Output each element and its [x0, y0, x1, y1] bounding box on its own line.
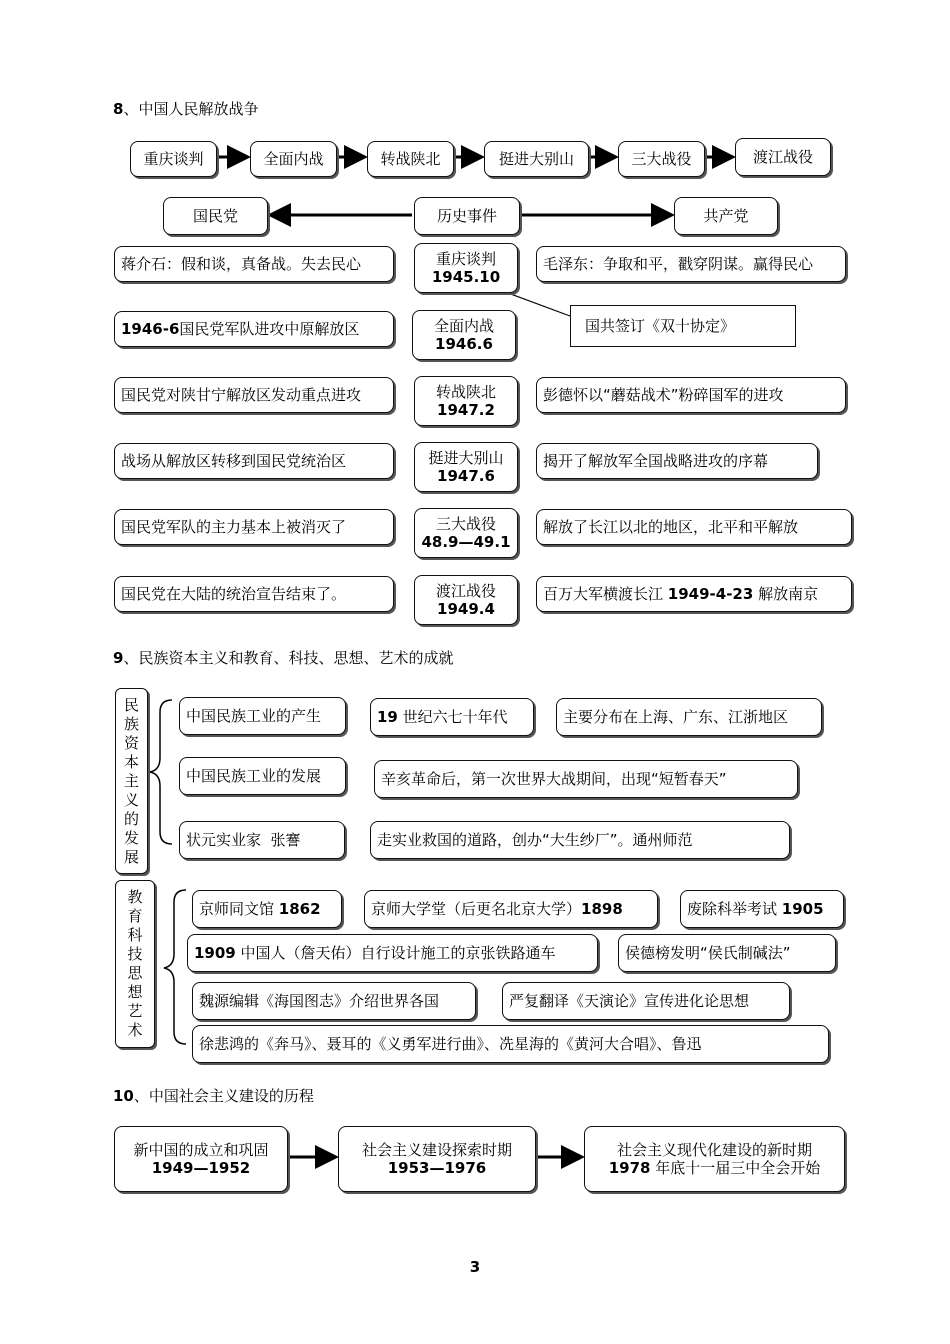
section-10-number: 10	[113, 1087, 134, 1105]
event-date: 1945.10	[431, 268, 501, 286]
row-text: 揭开了解放军全国战略进攻的序幕	[543, 452, 769, 470]
event-date: 48.9—49.1	[421, 533, 511, 551]
g2-hou-debang	[618, 934, 836, 972]
row-year: 1909	[194, 944, 236, 962]
cpc-row-1	[536, 246, 846, 282]
flow-step-label: 渡江战役	[752, 148, 813, 166]
row-year: 1905	[781, 900, 824, 918]
row-text: 走实业救国的道路，创办“大生纱厂”。通州师范	[377, 831, 693, 849]
row-text: 解放了长江以北的地区，北平和平解放	[543, 518, 799, 536]
stage-title: 社会主义建设探索时期	[361, 1141, 512, 1159]
row-text: 国民党军队的主力基本上被消灭了	[121, 518, 347, 536]
event-row-1	[414, 243, 518, 293]
flow-step-label: 三大战役	[631, 150, 692, 168]
header-cpc	[674, 197, 778, 235]
header-label: 历史事件	[436, 207, 497, 225]
g2-keju	[680, 890, 844, 928]
flow-step-civil-war	[250, 141, 337, 177]
flow-step-label: 挺进大别山	[498, 150, 574, 168]
g1-r3-detail	[370, 821, 790, 859]
flow-step-label: 全面内战	[263, 150, 324, 168]
cpc-row-3	[536, 377, 846, 413]
row-text: 国民党军队进攻中原解放区	[179, 320, 360, 338]
row-text: 解放南京	[753, 585, 819, 603]
stage-years: 1949—1952	[151, 1159, 251, 1177]
row-text: 废除科举考试	[687, 900, 782, 918]
row-text: 世纪六七十年代	[397, 708, 508, 726]
g2-yan-fu	[502, 982, 790, 1020]
g1-r2-detail	[374, 760, 798, 798]
group-national-capitalism	[115, 688, 148, 874]
event-row-2	[412, 310, 516, 360]
section-10-title: 、中国社会主义建设的历程	[133, 1087, 314, 1105]
group-label: 教育科技思想艺术	[127, 888, 143, 1039]
section-10-heading	[113, 1085, 314, 1106]
stage-desc: 年底十一届三中全会开始	[650, 1159, 821, 1177]
event-name: 三大战役	[435, 515, 496, 533]
callout-text: 国共签订《双十协定》	[585, 317, 736, 335]
header-label: 国民党	[192, 207, 238, 225]
cpc-row-5	[536, 509, 852, 545]
row-text: 辛亥革命后，第一次世界大战期间，出现“短暂春天”	[381, 770, 727, 788]
g1-r1-topic	[179, 697, 346, 735]
flow-step-yangtze	[735, 138, 831, 176]
g1-r3-topic	[179, 821, 345, 859]
kmt-row-1	[114, 246, 394, 282]
row-text: 徐悲鸿的《奔马》、聂耳的《义勇军进行曲》、冼星海的《黄河大合唱》、鲁迅	[199, 1035, 702, 1053]
event-name: 转战陕北	[435, 383, 496, 401]
group-education-science	[115, 880, 155, 1048]
event-name: 重庆谈判	[435, 250, 496, 268]
stage-year: 1978	[608, 1159, 651, 1177]
row-year: 1946-6	[121, 320, 180, 338]
row-text: 战场从解放区转移到国民党统治区	[121, 452, 347, 470]
event-name: 渡江战役	[435, 582, 496, 600]
event-name: 挺进大别山	[428, 449, 504, 467]
event-date: 1947.6	[437, 467, 495, 485]
event-row-6	[414, 575, 518, 625]
kmt-row-3	[114, 377, 394, 413]
event-row-5	[414, 508, 518, 558]
header-kmt	[163, 197, 268, 235]
row-text: 彭德怀以“蘑菇战术”粉碎国军的进攻	[543, 386, 784, 404]
stage-years	[609, 1159, 821, 1177]
event-row-4	[414, 442, 518, 492]
stage-title: 社会主义现代化建设的新时期	[616, 1141, 812, 1159]
group-label: 民族资本主义的发展	[123, 695, 139, 866]
section-9-heading	[113, 647, 453, 668]
row-text: 蒋介石：假和谈，真备战。失去民心	[121, 255, 362, 273]
row-text: 京师大学堂（后更名北京大学）	[371, 900, 582, 918]
g2-arts	[192, 1025, 829, 1063]
row-year: 19	[377, 708, 398, 726]
row-year: 1862	[278, 900, 321, 918]
row-text: 毛泽东：争取和平，戳穿阴谋。赢得民心	[543, 255, 814, 273]
row-text: 主要分布在上海、广东、江浙地区	[563, 708, 789, 726]
stage-1	[114, 1126, 288, 1192]
kmt-row-2	[114, 311, 394, 347]
stage-2	[338, 1126, 536, 1192]
row-year: 1898	[581, 900, 623, 918]
event-name: 全面内战	[433, 317, 494, 335]
g2-peking-univ	[364, 890, 658, 928]
flow-step-three-campaigns	[618, 141, 705, 177]
g2-wei-yuan	[192, 982, 476, 1020]
g1-r2-topic	[179, 757, 346, 795]
row-text: 中国民族工业的发展	[186, 767, 322, 785]
row-text: 严复翻译《天演论》宣传进化论思想	[509, 992, 750, 1010]
row-text: 中国人（詹天佑）自行设计施工的京张铁路通车	[235, 944, 556, 962]
kmt-row-6	[114, 576, 394, 612]
header-label: 共产党	[703, 207, 749, 225]
g1-r1-location	[556, 698, 822, 736]
page-number: 3	[469, 1258, 481, 1276]
event-date: 1946.6	[435, 335, 493, 353]
section-8-heading	[113, 98, 258, 119]
flow-step-dabieshan	[484, 141, 589, 177]
row-text: 国民党在大陆的统治宣告结束了。	[121, 585, 347, 603]
row-date: 1949-4-23	[667, 585, 754, 603]
section-9-title: 、民族资本主义和教育、科技、思想、艺术的成就	[123, 649, 454, 667]
stage-3	[584, 1126, 845, 1192]
flow-step-label: 转战陕北	[380, 150, 441, 168]
g1-r1-time	[370, 698, 534, 736]
flow-step-label: 重庆谈判	[143, 150, 204, 168]
row-text: 中国民族工业的产生	[186, 707, 322, 725]
header-events	[414, 197, 520, 235]
event-date: 1947.2	[437, 401, 495, 419]
stage-title: 新中国的成立和巩固	[133, 1141, 269, 1159]
row-text: 京师同文馆	[199, 900, 279, 918]
flow-step-chongqing	[130, 141, 217, 177]
event-date: 1949.4	[437, 600, 495, 618]
kmt-row-4	[114, 443, 394, 479]
callout-box	[570, 305, 796, 347]
g2-railway	[187, 934, 598, 972]
section-8-number: 8	[113, 100, 124, 118]
stage-years: 1953—1976	[387, 1159, 487, 1177]
section-9-number: 9	[113, 649, 124, 667]
section-8-title: 、中国人民解放战争	[123, 100, 259, 118]
cpc-row-4	[536, 443, 818, 479]
row-text: 状元实业家 张謇	[186, 831, 301, 849]
kmt-row-5	[114, 509, 394, 545]
event-row-3	[414, 376, 518, 426]
row-text: 魏源编辑《海国图志》介绍世界各国	[199, 992, 440, 1010]
row-text: 国民党对陕甘宁解放区发动重点进攻	[121, 386, 362, 404]
row-text: 侯德榜发明“侯氏制碱法”	[625, 944, 791, 962]
cpc-row-6	[536, 576, 852, 612]
row-text: 百万大军横渡长江	[543, 585, 668, 603]
g2-tongwenguan	[192, 890, 342, 928]
flow-step-shaanbei	[367, 141, 454, 177]
